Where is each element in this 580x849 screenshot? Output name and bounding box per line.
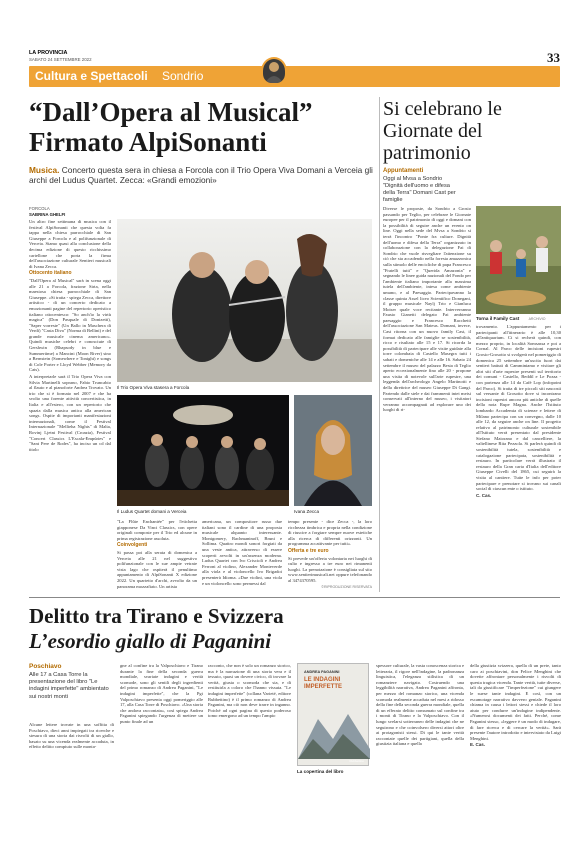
page-number: 33 — [547, 50, 560, 65]
paragraph-intro: Un altro fine settimana di musica con il festival AlpiSonanti che questa volta fa tappa nella chiesa parrocchiale di San Giuseppe a Forcola e al polifunzionale di Verceia. Siamo quasi alla conclusione della decima edizione di questo ricchissimo cartellone che porta la firma dell'associazione culturale Sentieri musicali di Ivana Zecca. — [29, 219, 111, 269]
paragraph-program: "Dall'Opera al Musical" sarà in scena oggi alle 21 a Forcola, frazione Sirta, nella maestosa chiesa parrocchiale di San Giuseppe. «Si tratta - spiega Zecca, direttore artistico - di un concerto dedicato a emozionanti pagine del repertorio operistico italiano ottocentesco: "So anch'io la virtù magica" (Don Pasquale di Donizetti), "Saper vorreste" (Un Ballo in Maschera di Verdi) "Casta Diva" (Norma di Bellini) e del grande musicale cinema americano». Quindi musiche celebri e conosciute di Gershwin (Rhapsody in blue e Summertime) a Mancini (Moon River) sino a Bernstein (Somewhere e Tonight) e songs di Cole Porter e Lloyd Webber (Memory da Cats). — [29, 277, 111, 373]
caption-photo-quartet: Il Ludus Quartet domani a Verceia — [117, 509, 187, 514]
side-label: Appuntamenti — [383, 168, 424, 174]
deck-kicker: Musica. — [29, 165, 60, 175]
photo-ludus-quartet — [117, 395, 289, 506]
bottom-divider — [29, 597, 560, 598]
bottom-column-2 — [120, 663, 203, 840]
article-headline: “Dall’Opera al Musical” Firmato AlpiSonanti — [29, 97, 313, 157]
section-bar — [29, 66, 560, 87]
bottom-column-1 — [29, 722, 114, 840]
side-paragraph-main: Diverse le proposte, da Sondrio a Grosio passando per Teglio, per celebrare le Giornate europee per il patrimonio di oggi e domani con la possibilità di seguire anche un evento on line. Oggi nella sede del Mvsa a Sondrio si terrà l'incontro "Ponte fra culture. Dignità dell'uomo e difesa della Terra" organizzato in collaborazione con la delegazione Fai di Sondrio che vuole risvegliare l'attenzione su ciò che sta accadendo nella foresta amazzonica sulla stimolo delle encicliche di papa Francesco "Fratelli tutti" e "Querida Amazonia" e segnando le linee guida nazionali del Fondo per l'ambiente italiano importante alla massima tutela dell'ambiente, intesa come ambiente umano, e al Paesaggio. Partecipavanno la classe quinta Assel liceo Scientifico Donegani, il gruppo musicale Naylj Trio e Gianluca Moiser quale voce recitante. Interverranno Fausto Gianetti delegato Fai ambiente paesaggio e Francesco Racchetti dell'associazione San Mateus. Domani, invece, Cast ritorna con un nuovo family Cast, il format dedicato alle famiglie se sostenibilità, ricco e risultato alle 15 e 17. Si ricorda la possibilità di partecipare alle visite guidate alla torre colombaia di Castello Masegra tutti i sabati e domeniche alle 14 e alle 16. Sabato 24 settembre il museo del palazzo Besta di Teglio aperto eccezionalmente fino alle 20 - propone una visita di notevole sull'arte rupestre, una leggenda dell'archeologo Angelo Martinotti e della direttrice del museo Giuseppe Di Gangi. Partendo dalle stele e dai frammenti intei meisi conservati all'interno del museo, i visitatori verranno accompagnati ad esplorare uno dei luoghi di ri- — [383, 206, 471, 413]
bottom-paragraph-intro: Alcune lettere trovate in una soffitta di Poschiavo, dieci anni impiegati tra ricerche e stesura di una storia dai risvolti di un giallo, basato su una vicenda realmente accaduta, in effetto delitto compiuto sulle monta- — [29, 722, 114, 750]
dateline: FORCOLA — [29, 206, 50, 211]
paragraph-quartet: americana, un compositore russo due italiani sono il cardine di una proposta musicale alquanto interessante. Montgomery, Rachmaninoff, Bruni e Sollima. Quattro mondi sonori forgiati da una veste antica, attraverso di essere scoperti avvolti in un'assenza moderna. Ludus Quartet con Ivo Criscioli e Andrea Ferroni al violino, Alexander Monteverde alla viola e al violoncello Ivo Brigadoi presenterà Idioma. «Due violini, una viola e un violoncello sono permessi dal — [202, 519, 282, 586]
side-column-2 — [476, 324, 561, 592]
side-column-1 — [383, 206, 471, 592]
copyright-note: ©RIPRODUZIONE RISERVATA — [321, 584, 372, 589]
side-deck: Oggi al Mvsa a Sondrio "Dignità dell'uomo e difesa della Terra" Domani Cast per famiglie — [383, 176, 456, 203]
book-title: LE INDAGINI IMPERFETTE — [304, 677, 343, 690]
book-cover — [297, 663, 369, 766]
article-deck — [29, 165, 389, 185]
column-2 — [117, 519, 197, 591]
book-author: ANDREA PAGANINI — [304, 670, 340, 674]
bottom-headline-1: Delitto tra Tirano e Svizzera — [29, 604, 284, 628]
section-area: Sondrio — [162, 69, 204, 83]
book-publisher: Rubbettino — [349, 759, 364, 763]
bottom-place: Poschiavo — [29, 663, 62, 670]
deck-text: Concerto questa sera in chiesa a Forcola con il Trio Opera Viva Domani a Verceia gli archi del Ludus Quartet. Zecca: «Grandi emozioni» — [29, 165, 373, 185]
paragraph-trio: A interpretarle sarà il Trio Opera Viva con Silvia Martinelli soprano, Fabio Truncabio al flauto e al pianoforte Andrea Trovato. Un trio che si è formato nel 2007 e che ha svolto una forente attività concertistica, in Italia e all'estero, con un repertorio che spazia dalla musica antica alla american songs. Ospite di importanti manifestazioni internazionali, come il Festival Internazionale "Mellieha Nights" di Malta, Rovinj Ljetni Festival (Croazia), Festival "Concert Classics L'Escala-Empúries" e "Sant Pere de Rodes", ha inciso un cd dal titolo — [29, 374, 111, 452]
column-divider — [379, 97, 380, 592]
photo-ivana-zecca — [294, 395, 372, 506]
photo-trio-opera-viva — [117, 219, 372, 382]
bottom-deck: Alle 17 a Casa Torre la presentazione del libro "Le indagini imperfette" ambientato sui nostri monti — [29, 672, 109, 700]
side-headline: Si celebrano le Giornate del patrimonio — [383, 98, 502, 164]
bottom-paragraph-5: della giustizia svizzera, quella di un prete, tanto caro ai poschiavini, don Felice Menghini che dovette affrontare personalmente i risvolti di questa tragica vicenda. Tante verità, tutte diverse, tali da giustificare "l'imperfezione" cui giungere le suese tante indagini. E così, con un escamotage narrativo davvero geniale. Paganini chiama in causa i lettori stessi e chiede il loro aiuto per condurre un'indagine indipendente. «Numerosi documenti dei fatti. Perché, come Paganini stesso, «leggere è un modo di indagare, di fare ricerca e di cercare la verità». Sarà presente l'autore introdotto e intervistato da Luigi Menghini. — [470, 663, 561, 741]
byline: SABRINA GHELFI — [29, 212, 66, 217]
bottom-paragraph-4: spessore culturale, la vasta conoscenza storica e letteraria, il rigore nell'indagine, la padronanza linguistica, l'eleganza stilistica di un romanziere navigato. Costruendo una leggibilità narrativa, Andrea Paganini affronta, per mezzo del romanzo storico, una vicenda scomoda realmente accaduta nel mesi a ridosso della fine della seconda guerra mondiale, quella di un efferato delitto consumato sul confine tra i monti di Tirano e la Valposchiavo. Con il lungo svelarsi sotterraneo delle indagini che ne seguirono e che coinvolsero diversi attori oltre ai protagonisti stessi. Di qui le tante verità raccontate quelle dei partigiani, quella della giustizia italiana e quella — [376, 663, 464, 747]
caption-family-cast-credit: ARCHIVIO — [528, 317, 546, 321]
column-1 — [29, 219, 111, 591]
side-signature: C. Cas. — [476, 492, 492, 498]
bottom-paragraph-3: racconto, che non è solo un romanzo storico, ma è la narrazione di una storia vera e il tessuto, quasi un dovere civico, di trovare la verità, giusta o scomoda che sia, e di restituirla a coloro che l'hanno vissuta. "Le indagini imperfette" (collana Varieté, editore Rubbettino) è il primo romanzo di Andrea Paganini, ma ciò non deve trarre in inganno. Poiché ad ogni pagina di questo poderoso tomo emergono ad un tempo l'ampio — [208, 663, 291, 719]
caption-family-cast-text: Torna il Family Cast — [476, 316, 520, 321]
paragraph-cd: "La Flûte Enchantée" per l'etichetta giapponese Da Vinci Classics, con opere originali composte per il Trio ed alcune in prima registrazione assoluta. — [117, 519, 197, 541]
bottom-headline-2: L’esordio giallo di Paganini — [29, 629, 272, 653]
caption-book: La copertina del libro — [297, 769, 344, 774]
photo-family-cast — [476, 206, 561, 314]
subhead-offerta: Offerta e tre euro — [288, 547, 329, 554]
section-title: Cultura e Spettacoli — [35, 69, 148, 83]
masthead: LA PROVINCIA — [29, 50, 68, 56]
comune-crest-icon — [261, 57, 287, 85]
side-paragraph-continued: trovamento. L'appuntamento per i partecipanti all'itinerario è alle 10,30 all'antiquarium. Ci si recherà quindi, con mezzo proprio, in località Somsassa e poi a Cornal. Al Parco delle incisioni rupestri Grosio-Grosotto si svolgerà nel pomeriggio di domenica 25 settembre un'uscita fuori dai sentieri battuti di Camminiamo e visitare gli altri siti d'arte rupestre presenti sul territorio dei comuni - Castello, Beddil e Le Pozza - con partenza alle 14 da Cafè Lop (infopoint del Parco). Si tratta di tre piccoli siti nascosti sul versante di Grosotto dove si incontrano incisioni rupestri ancora più antiche di quelle della nota Rupe Magna. Anche l'Istituto lombardo Accademia di scienze e lettere di Milano partecipa con un convegno, dalle 10 alle 12, da seguire anche on line. Il progetto relativo al patrimonio culturale sostenibile all'Istituto verrà presentato dal presidente Stefano Maiorano e dal cancelliere, la valtellinese Rita Pezzola. Si parlerà quindi di sostenibilità tutela, sostenibilità e catalogazione partecipata, sostenibilità e restauro. In particolare verrà illustrato il restauro della Gran carta d'Italia dell'editore Giuseppe Civelli del 1865, cui seguirà la visita al cantiere. Tutte le info per poter partecipare e prenotare si trovano sui canali social di ciascun ente o istituto. — [476, 324, 561, 492]
bottom-paragraph-2: gne al confine tra la Valposchiavo e Tirano durante la fine della seconda guerra mondiale, svariate indagini e verità scomode, sono gli sentili degli ingredienti del primo romanzo di Andrea Paganini, "Le indagini imperfette", che la Pgi Valposchiavo presenta oggi pomeriggio alle 17, alla Casa Torre di Poschiavo. «Una storia che andava raccontata», così spiega Andrea Paganini spiegando l'urgenza di mettere un punto finale ad un — [120, 663, 203, 724]
caption-family-cast — [476, 316, 546, 321]
column-4 — [288, 519, 372, 591]
bottom-column-4 — [376, 663, 464, 840]
issue-date: SABATO 24 SETTEMBRE 2022 — [29, 57, 92, 62]
bottom-column-3 — [208, 663, 291, 840]
book-cover-art — [298, 704, 370, 759]
paragraph-zecca-quote: tempo presente - dice Zecca -, la loro ricchezza timbrica e propria nella condizione di riuscire a forgiare sempre nuove estetiche alla ricerca di differenti orizzonti. Un programma accattivante per tutti». — [288, 519, 372, 547]
bottom-signature: E. Cas. — [470, 742, 486, 748]
caption-photo-zecca: Ivana Zecca — [294, 509, 320, 514]
paragraph-verceia: Si passa poi alla serata di domenica a Verceia alle 21 nel suggestivo polifunzionale con le sue ampie vetrate vista lago che ospiterà il penultimo appuntamento di AlpiSonanti X edizione 2022. Un quartetto d'archi, avvolto da un panorama mozzafiato. Un artista — [117, 549, 197, 589]
bottom-column-5 — [470, 663, 561, 840]
paragraph-offerta: Si prevede un'offerta volontaria nei luoghi di culto e ingresso a tre euro nei rimanenti luoghi. La prenotazione è consigliata sul sito www.sentierimusicali.net oppure telefonando al 3474370595. — [288, 555, 372, 583]
subhead-coinvolgenti: Coinvolgenti — [117, 542, 148, 549]
column-3 — [202, 519, 282, 591]
subhead-ottocento: Ottocento italiano — [29, 270, 72, 277]
caption-photo-trio: Il Trio Opera Viva stasera a Forcola — [117, 385, 190, 390]
